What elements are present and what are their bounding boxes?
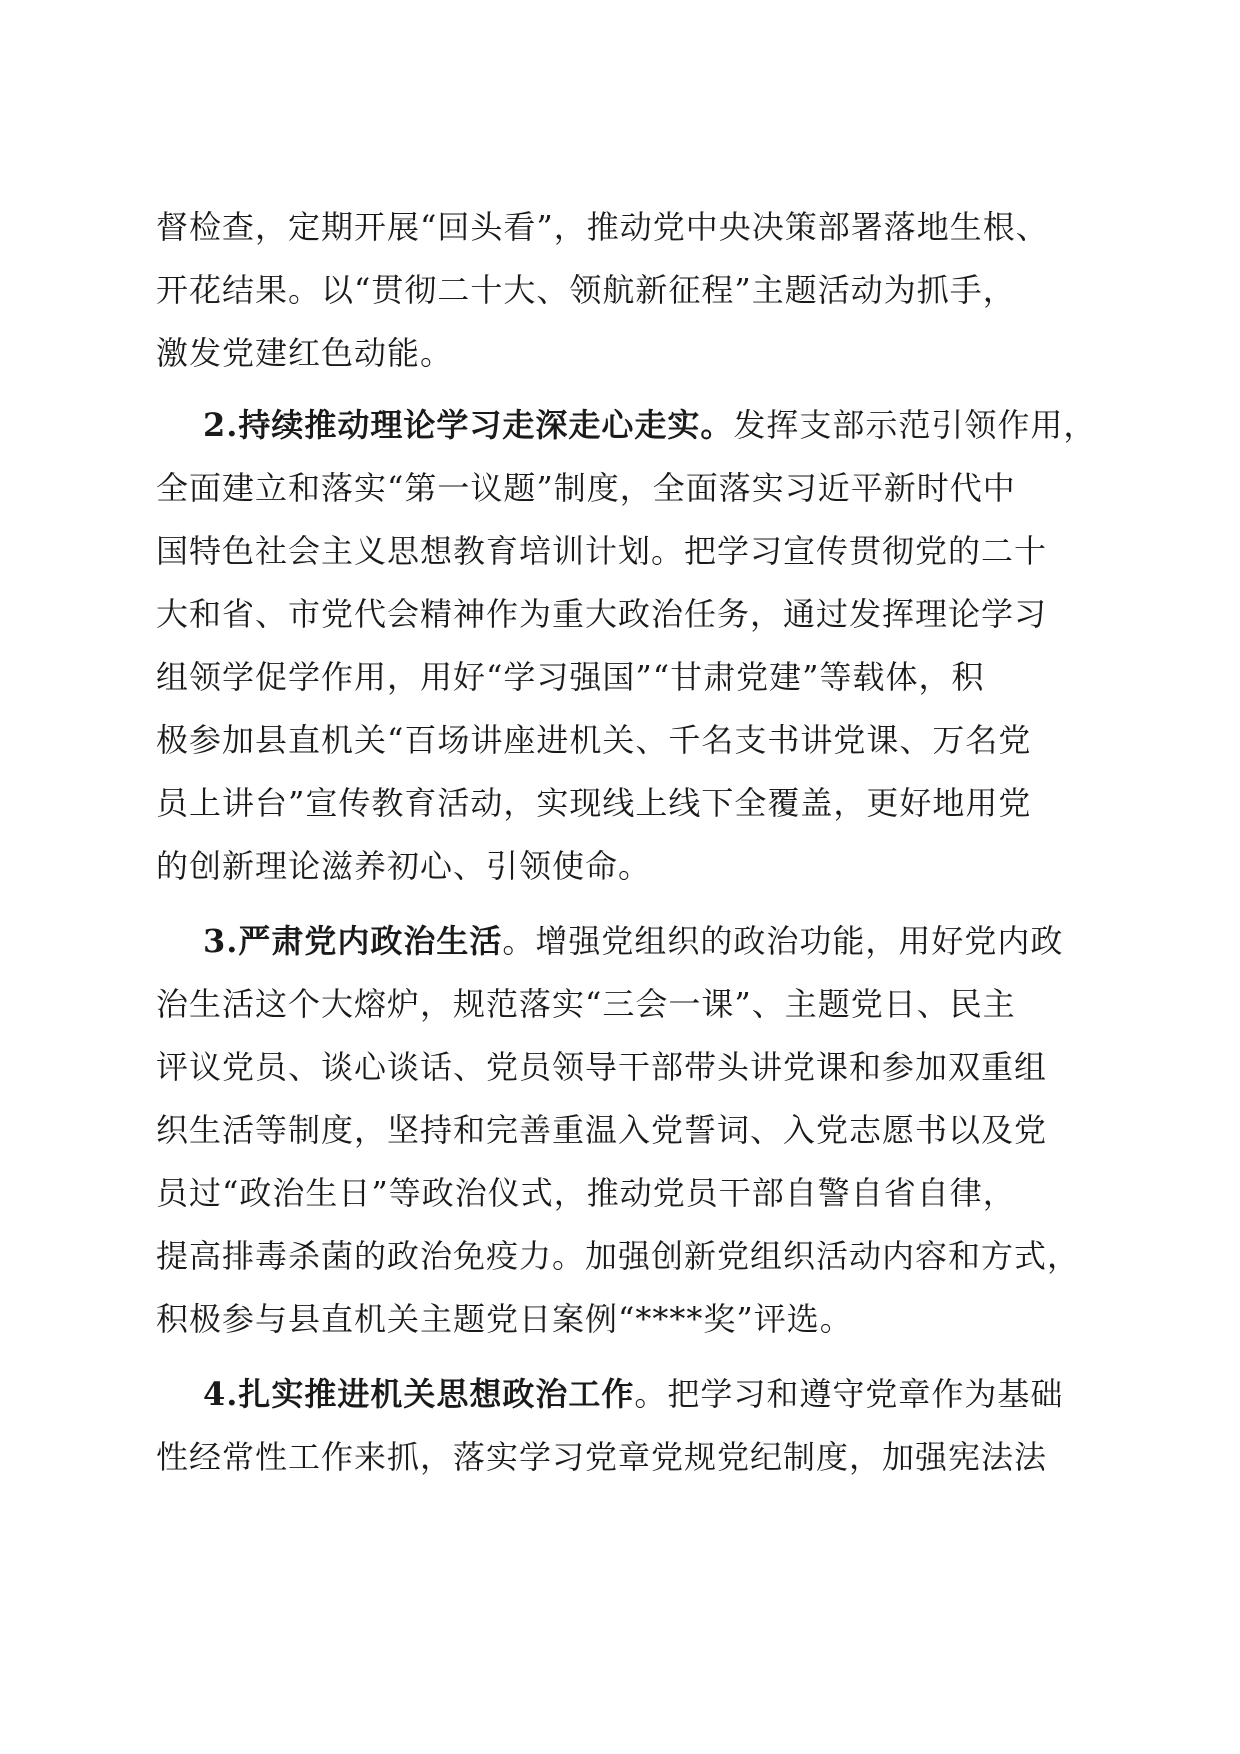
text-run: 。增强党组织的政治功能，用好党内政 <box>502 922 1064 960</box>
paragraph-4 <box>156 1363 1086 1489</box>
text-run: 发挥支部示范引领作用， <box>733 406 1097 444</box>
section-heading: 2.持续推动理论学习走深走心走实。 <box>203 406 734 444</box>
text-line: 开花结果。以“贯彻二十大、领航新征程”主题活动为抓手， <box>156 271 1016 309</box>
paragraph-3 <box>156 910 1086 1351</box>
text-line: 督检查，定期开展“回头看”，推动党中央决策部署落地生根、 <box>156 208 1049 246</box>
text-line: 极参加县直机关“百场讲座进机关、千名支书讲党课、万名党 <box>156 721 1032 759</box>
text-line: 性经常性工作来抓，落实学习党章党规党纪制度，加强宪法法 <box>156 1438 1048 1476</box>
text-line: 提高排毒杀菌的政治免疫力。加强创新党组织活动内容和方式， <box>156 1237 1081 1275</box>
text-line: 全面建立和落实“第一议题”制度，全面落实习近平新时代中 <box>156 469 1016 507</box>
text-line <box>156 910 1086 973</box>
section-heading: 4.扎实推进机关思想政治工作 <box>203 1375 635 1413</box>
paragraph-1 <box>156 196 1086 385</box>
text-line <box>156 1363 1086 1426</box>
text-line: 员上讲台”宣传教育活动，实现线上线下全覆盖，更好地用党 <box>156 784 1032 822</box>
text-line: 积极参与县直机关主题党日案例“****奖”评选。 <box>156 1300 853 1338</box>
text-line: 评议党员、谈心谈话、党员领导干部带头讲党课和参加双重组 <box>156 1048 1048 1086</box>
text-line: 员过“政治生日”等政治仪式，推动党员干部自警自省自律， <box>156 1174 1016 1212</box>
text-run: 。把学习和遵守党章作为基础 <box>634 1375 1064 1413</box>
text-line: 大和省、市党代会精神作为重大政治任务，通过发挥理论学习 <box>156 595 1048 633</box>
text-line: 的创新理论滋养初心、引领使命。 <box>156 847 652 885</box>
text-line <box>156 394 1097 457</box>
document-page <box>156 196 1097 1489</box>
paragraph-2 <box>156 394 1097 898</box>
text-line: 国特色社会主义思想教育培训计划。把学习宣传贯彻党的二十 <box>156 532 1048 570</box>
section-heading: 3.严肃党内政治生活 <box>203 922 503 960</box>
text-line: 激发党建红色动能。 <box>156 334 454 372</box>
text-line: 组领学促学作用，用好“学习强国”“甘肃党建”等载体，积 <box>156 658 985 696</box>
text-line: 织生活等制度，坚持和完善重温入党誓词、入党志愿书以及党 <box>156 1111 1048 1149</box>
text-line: 治生活这个大熔炉，规范落实“三会一课”、主题党日、民主 <box>156 985 1016 1023</box>
